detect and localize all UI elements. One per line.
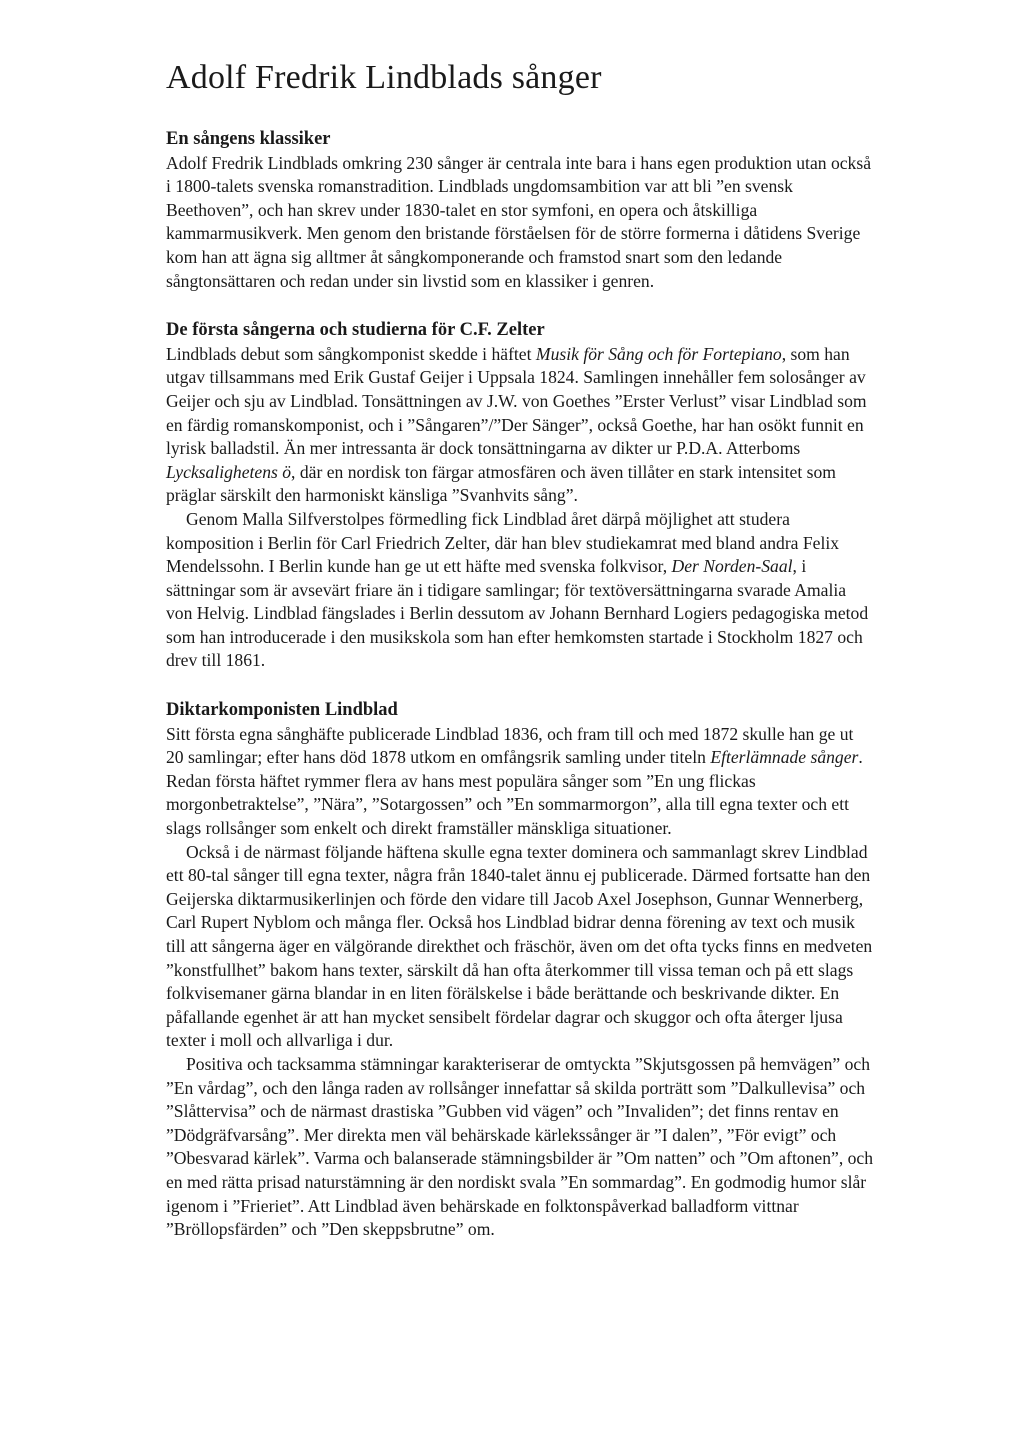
text-run: Genom Malla Silfverstolpes förmedling fick Lindblad året därpå möjlighet att studera komposition i Berlin för Carl Friedrich Zelter, där han blev studiekamrat med bland andra Felix Mendelssohn. I Berlin kunde han ge ut ett häfte med svenska folkvisor,: [166, 508, 840, 577]
text-run: Adolf Fredrik Lindblads omkring 230 sånger är centrala inte bara i hans egen produktion utan också i 1800-talets svenska romanstradition. Lindblads ungdomsambition var att bli ”en svensk Beethoven”, och han skrev under 1830-talet en stor symfoni, en opera och åtskilliga kammarmusikverk. Men genom den bristande förståelsen för de större formerna i dåtidens Sverige kom han att ägna sig alltmer åt sångkomponerande och framstod snart som den ledande sångtonsättaren och redan under sin livstid som en klassiker i genren.: [166, 152, 872, 291]
section-diktarkomponisten: [166, 699, 874, 1242]
paragraph: [166, 152, 874, 294]
text-run: , i sättningar som är avsevärt friare än i tidigare samlingar; för textöversättningarna svarade Amalia von Helvig. Lindblad fängslades i Berlin dessutom av Johann Bernhard Logiers pedagogiska metod som han introducerade i den musikskola som han efter hemkomsten startade i Stockholm 1827 och drev till 1861.: [166, 556, 869, 671]
text-run: Också i de närmast följande häftena skulle egna texter dominera och sammanlagt skrev Lindblad ett 80-tal sånger till egna texter, några från 1840-talet ännu ej publicerade. Därmed fortsatte han den Geijerska diktarmusikerlinjen och förde den vidare till Jacob Axel Josephson, Gunnar Wennerberg, Carl Rupert Nyblom och många fler. Också hos Lindblad bidrar denna förening av text och musik till att sångerna äger en välgörande direkthet och fräschör, även om det ofta tycks finns en medveten ”konstfullhet” bakom hans texter, särskilt då han ofta återkommer till vissa teman och på ett slags folkvisemaner gärna blandar in en liten förälskelse i både berättande och beskrivande dikter. En påfallande egenhet är att han mycket sensibelt fördelar dagrar och skuggor och ofta återger ljusa texter i moll och allvarliga i dur.: [166, 841, 873, 1051]
text-run: , som han utgav tillsammans med Erik Gustaf Geijer i Uppsala 1824. Samlingen innehåller fem solosånger av Geijer och sju av Lindblad. Tonsättningen av J.W. von Goethes ”Erster Verlust” visar Lindblad som en färdig romanskomponist, och i ”Sångaren”/”Der Sänger”, också Goethe, har han osökt funnit en lyrisk balladstil. Än mer intressanta är dock tonsättningarna av dikter ur P.D.A. Atterboms: [166, 343, 867, 459]
italic-title: Efterlämnade sånger: [710, 747, 859, 768]
paragraph: [166, 343, 874, 508]
section-forsta-sangerna: [166, 319, 874, 673]
section-heading: En sångens klassiker: [166, 129, 331, 149]
section-heading: Diktarkomponisten Lindblad: [166, 700, 398, 721]
italic-title: Der Norden-Saal: [671, 556, 793, 577]
text-run: , där en nordisk ton färgar atmosfären och även tillåter en stark intensitet som präglar särskilt den harmoniskt känsliga ”Svanhvits sång”.: [166, 461, 836, 506]
text-run: . Redan första häftet rymmer flera av hans mest populära sånger som ”En ung flickas morgonbetraktelse”, ”Nära”, ”Sotargossen” och ”En sommarmorgon”, alla till egna texter och ett slags rollsånger som enkelt och direkt framställer mänskliga situationer.: [166, 747, 863, 839]
section-heading: De första sångerna och studierna för C.F. Zelter: [166, 320, 545, 341]
text-run: Lindblads debut som sångkomponist skedde i häftet: [166, 343, 536, 364]
text-run: Sitt första egna sånghäfte publicerade Lindblad 1836, och fram till och med 1872 skulle han ge ut 20 samlingar; efter hans död 1878 utkom en omfångsrik samling under titeln: [166, 723, 854, 768]
text-run: Positiva och tacksamma stämningar karakteriserar de omtyckta ”Skjutsgossen på hemvägen” och ”En vårdag”, och den långa raden av rollsånger innefattar så skilda porträtt som ”Dalkullevisa” och ”Slåttervisa” och de närmast drastiska ”Gubben vid vägen” och ”Invaliden”; det finns rentav en ”Dödgräfvarsång”. Mer direkta men väl behärskade kärlekssånger är ”I dalen”, ”För evigt” och ”Obesvarad kärlek”. Varma och balanserade stämningsbilder är ”Om natten” och ”Om aftonen”, och en med rätta prisad naturstämning är den nordiskt svala ”En sommardag”. En godmodig humor slår igenom i ”Frieriet”. Att Lindblad även behärskade en folktonspåverkad balladform vittnar ”Bröllopsfärden” och ”Den skeppsbrutne” om.: [166, 1053, 874, 1240]
italic-title: Musik för Sång och för Fortepiano: [535, 343, 782, 364]
paragraph: [166, 1053, 874, 1242]
paragraph: [166, 841, 874, 1053]
section-sangens-klassiker: [166, 128, 874, 293]
italic-title: Lycksalighetens ö: [166, 461, 292, 482]
paragraph: [166, 723, 874, 841]
page-title: Adolf Fredrik Lindblads sånger: [166, 59, 602, 96]
paragraph: [166, 508, 874, 673]
